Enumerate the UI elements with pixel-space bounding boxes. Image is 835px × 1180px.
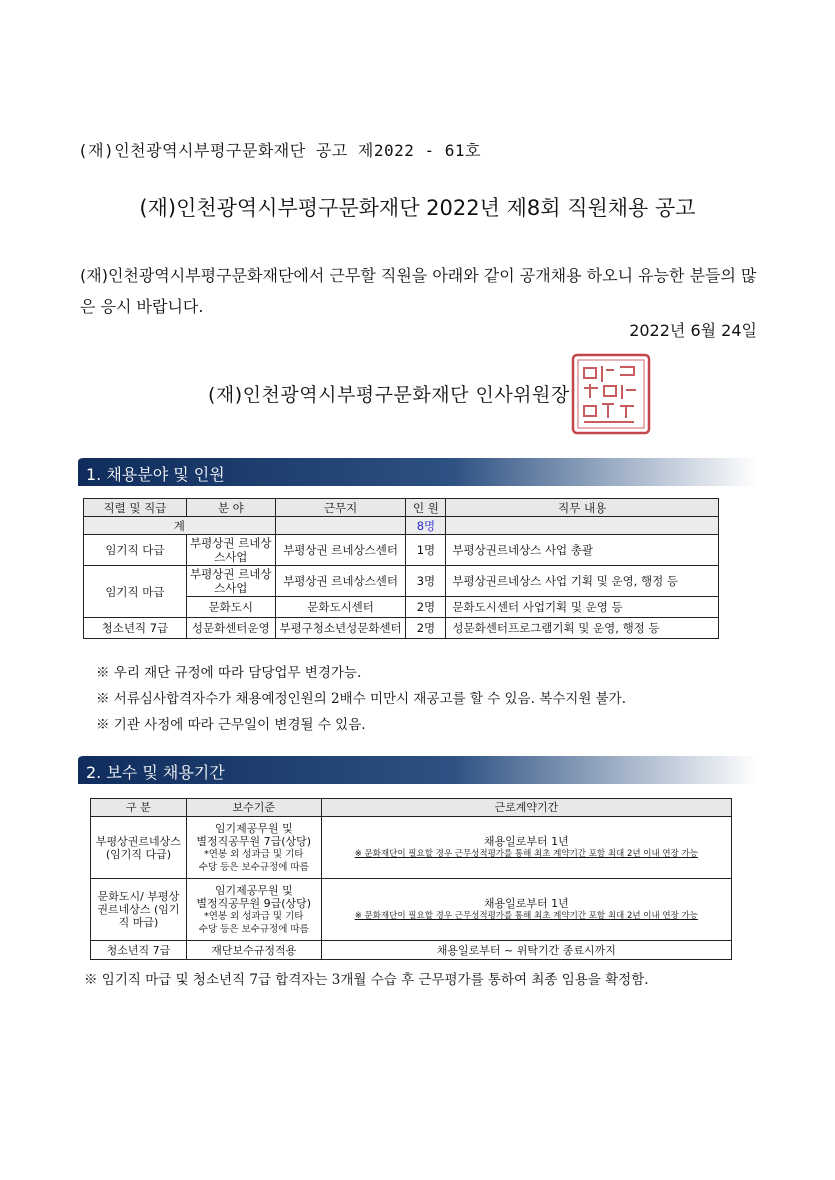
duty-cell: 문화도시센터 사업기획 및 운영 등 [446, 597, 719, 618]
period-note: ※ 문화재단이 필요할 경우 근무성적평가를 통해 최초 계약기간 포함 최대 2년 이내 연장 가능 [354, 848, 698, 859]
header-location: 근무지 [275, 499, 406, 517]
table-row [84, 566, 719, 597]
duty-cell: 부평상권르네상스 사업 총괄 [446, 535, 719, 566]
location-cell: 부평구청소년성문화센터 [275, 618, 406, 639]
header-field: 분 야 [186, 499, 275, 517]
field-cell: 부평상권 르네상스사업 [186, 535, 275, 566]
duty-cell: 성문화센터프로그램기획 및 운영, 행정 등 [446, 618, 719, 639]
count-cell: 1명 [406, 535, 446, 566]
section-2-title: 2. 보수 및 채용기간 [86, 763, 225, 782]
period-cell: 채용일로부터 ~ 위탁기간 종료시까지 [321, 941, 731, 960]
pay-line: 임기제공무원 및 [214, 821, 293, 835]
category-cell: 청소년직 7급 [91, 941, 187, 960]
pay-line: 수당 등은 보수규정에 따름 [198, 923, 309, 935]
header-period: 근로계약기간 [321, 799, 731, 817]
category-cell: 문화도시/ 부평상권르네상스 (임기직 마급) [91, 879, 187, 941]
intro-paragraph: (재)인천광역시부평구문화재단에서 근무할 직원을 아래와 같이 공개채용 하오니 유능한 분들의 많은 응시 바랍니다. [80, 266, 757, 316]
location-cell: 부평상권 르네상스센터 [275, 566, 406, 597]
grade-cell: 청소년직 7급 [84, 618, 187, 639]
table-row [91, 879, 732, 941]
pay-line: 수당 등은 보수규정에 따름 [198, 861, 309, 873]
table-header-row [91, 799, 732, 817]
section-1-title: 1. 채용분야 및 인원 [86, 465, 225, 484]
category-cell: 부평상권르네상스 (임기직 다급) [91, 817, 187, 879]
total-count: 8명 [406, 517, 446, 535]
table-row [91, 817, 732, 879]
header-pay: 보수기준 [186, 799, 321, 817]
period-cell [321, 817, 731, 879]
notice-number: (재)인천광역시부평구문화재단 공고 제2022 - 61호 [78, 141, 481, 160]
total-label: 계 [84, 517, 276, 535]
header-category: 구 분 [91, 799, 187, 817]
field-cell: 성문화센터운영 [186, 618, 275, 639]
pay-line: 임기제공무원 및 [214, 883, 293, 897]
salary-table [90, 798, 732, 960]
section-2-note: ※ 임기직 마급 및 청소년직 7급 합격자는 3개월 수습 후 근무평가를 통하여 최종 임용을 확정함. [84, 972, 649, 988]
period-text: 채용일로부터 1년 [483, 834, 569, 848]
note-line: ※ 기관 사정에 따라 근무일이 변경될 수 있음. [96, 717, 366, 733]
location-cell: 부평상권 르네상스센터 [275, 535, 406, 566]
official-seal [570, 352, 652, 436]
header-duty: 직무 내용 [446, 499, 719, 517]
section-2-header [78, 756, 758, 784]
period-note: ※ 문화재단이 필요할 경우 근무성적평가를 통해 최초 계약기간 포함 최대 2년 이내 연장 가능 [354, 910, 698, 921]
table-header-row [84, 499, 719, 517]
table-row [91, 941, 732, 960]
note-line: ※ 서류심사합격자수가 채용예정인원의 2배수 미만시 재공고를 할 수 있음. 복수지원 불가. [96, 691, 627, 707]
recruitment-table [83, 498, 719, 639]
header-grade: 직렬 및 직급 [84, 499, 187, 517]
announcement-date: 2022년 6월 24일 [629, 321, 757, 340]
field-cell: 문화도시 [186, 597, 275, 618]
period-cell [321, 879, 731, 941]
table-row [84, 535, 719, 566]
table-row [84, 618, 719, 639]
grade-cell: 임기직 다급 [84, 535, 187, 566]
count-cell: 2명 [406, 597, 446, 618]
page-title: (재)인천광역시부평구문화재단 2022년 제8회 직원채용 공고 [139, 196, 696, 220]
total-row [84, 517, 719, 535]
note-line: ※ 우리 재단 규정에 따라 담당업무 변경가능. [96, 665, 362, 681]
pay-cell [186, 879, 321, 941]
header-count: 인 원 [406, 499, 446, 517]
pay-cell: 재단보수규정적용 [186, 941, 321, 960]
pay-line: *연봉 외 성과급 및 기타 [204, 848, 304, 860]
period-text: 채용일로부터 1년 [483, 896, 569, 910]
location-cell: 문화도시센터 [275, 597, 406, 618]
pay-line: 별정직공무원 9급(상당) [196, 896, 312, 910]
pay-line: 별정직공무원 7급(상당) [196, 834, 312, 848]
count-cell: 2명 [406, 618, 446, 639]
count-cell: 3명 [406, 566, 446, 597]
duty-cell: 부평상권르네상스 사업 기획 및 운영, 행정 등 [446, 566, 719, 597]
grade-cell: 임기직 마급 [84, 566, 187, 618]
field-cell: 부평상권 르네상스사업 [186, 566, 275, 597]
pay-line: *연봉 외 성과급 및 기타 [204, 910, 304, 922]
section-1-notes [96, 660, 626, 738]
pay-cell [186, 817, 321, 879]
signer: (재)인천광역시부평구문화재단 인사위원장 [208, 384, 570, 406]
section-1-header [78, 458, 758, 486]
